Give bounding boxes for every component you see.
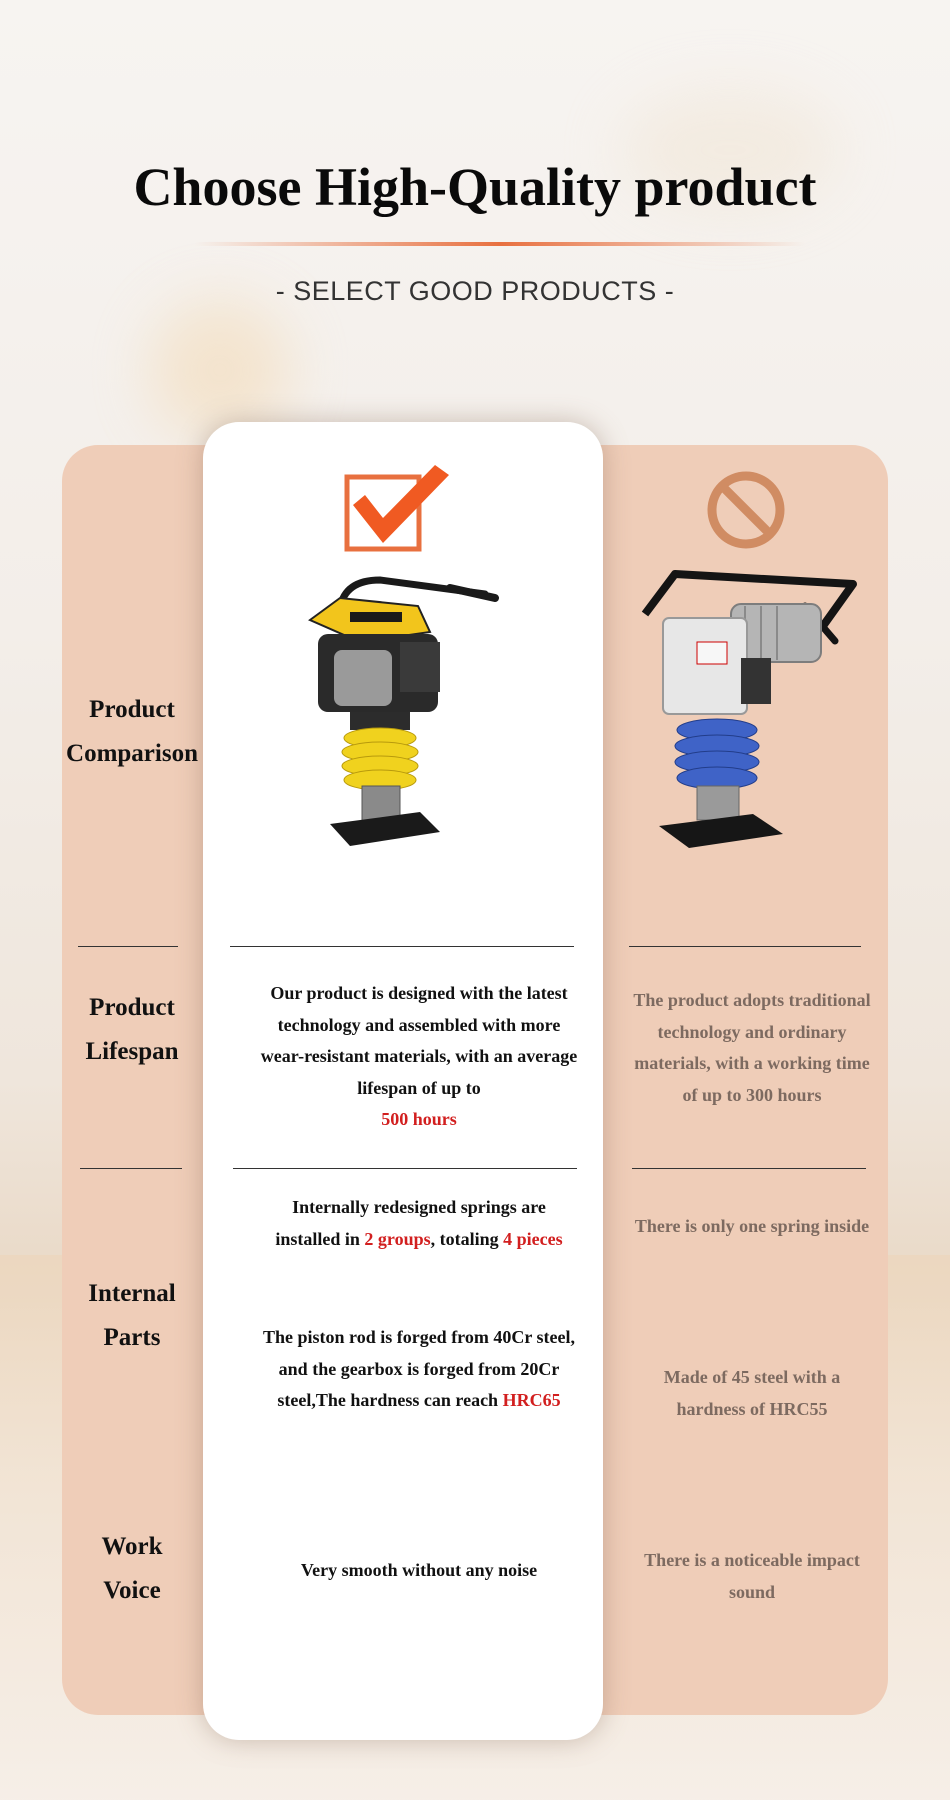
background-blur-1: [150, 300, 290, 440]
row-label-line: Parts: [103, 1323, 161, 1351]
title-underline: [195, 242, 805, 246]
bad-springs-text: There is only one spring inside: [634, 1216, 870, 1236]
row-label-line: Product: [89, 994, 175, 1021]
prohibited-icon: [706, 470, 786, 550]
divider: [632, 1168, 866, 1169]
row-label-line: Internal: [88, 1280, 176, 1307]
row-label-voice: [62, 1525, 202, 1613]
bad-piston-text: Made of 45 steel with a hardness of HRC55: [663, 1367, 841, 1419]
bad-voice-text: There is a noticeable impact sound: [644, 1550, 860, 1602]
divider: [629, 946, 861, 947]
row-label-line: Comparison: [66, 739, 198, 767]
row-label-internal: [62, 1272, 202, 1360]
row-label-line: Lifespan: [85, 1037, 179, 1065]
good-springs-highlight: 2 groups: [364, 1228, 431, 1249]
good-springs-body: , totaling: [430, 1228, 499, 1249]
checkmark-icon: [343, 463, 453, 553]
row-label-line: Product: [89, 696, 175, 723]
blue-rammer-image: [635, 566, 865, 851]
divider: [80, 1168, 182, 1169]
row-label-line: Work: [101, 1533, 163, 1560]
row-label-line: Voice: [103, 1576, 161, 1604]
row-label-lifespan: [62, 986, 202, 1074]
good-springs-highlight: 4 pieces: [503, 1228, 563, 1249]
bad-lifespan-text: The product adopts traditional technology and ordinary materials, with a working time of up to 300 hours: [633, 990, 871, 1105]
good-lifespan-highlight: 500 hours: [381, 1109, 457, 1129]
row-label-comparison: [62, 688, 202, 776]
good-piston-highlight: HRC65: [502, 1390, 561, 1410]
good-piston-text: [258, 1322, 580, 1417]
good-springs-body: Internally redesigned springs are installed in: [275, 1197, 546, 1249]
divider: [230, 946, 574, 947]
good-voice-text: Very smooth without any noise: [300, 1560, 538, 1580]
page-title: Choose High-Quality product: [133, 157, 817, 217]
yellow-rammer-image: [300, 572, 500, 847]
good-springs-text: [258, 1192, 580, 1255]
good-lifespan-body: Our product is designed with the latest technology and assembled with more wear-resistant materials, with an average lifespan of up to: [260, 983, 578, 1098]
divider: [78, 946, 178, 947]
good-lifespan-text: [258, 978, 580, 1136]
page-subtitle: - SELECT GOOD PRODUCTS -: [275, 276, 675, 306]
good-piston-body: The piston rod is forged from 40Cr steel, and the gearbox is forged from 20Cr steel,The hardness can reach: [263, 1327, 575, 1410]
divider: [233, 1168, 577, 1169]
